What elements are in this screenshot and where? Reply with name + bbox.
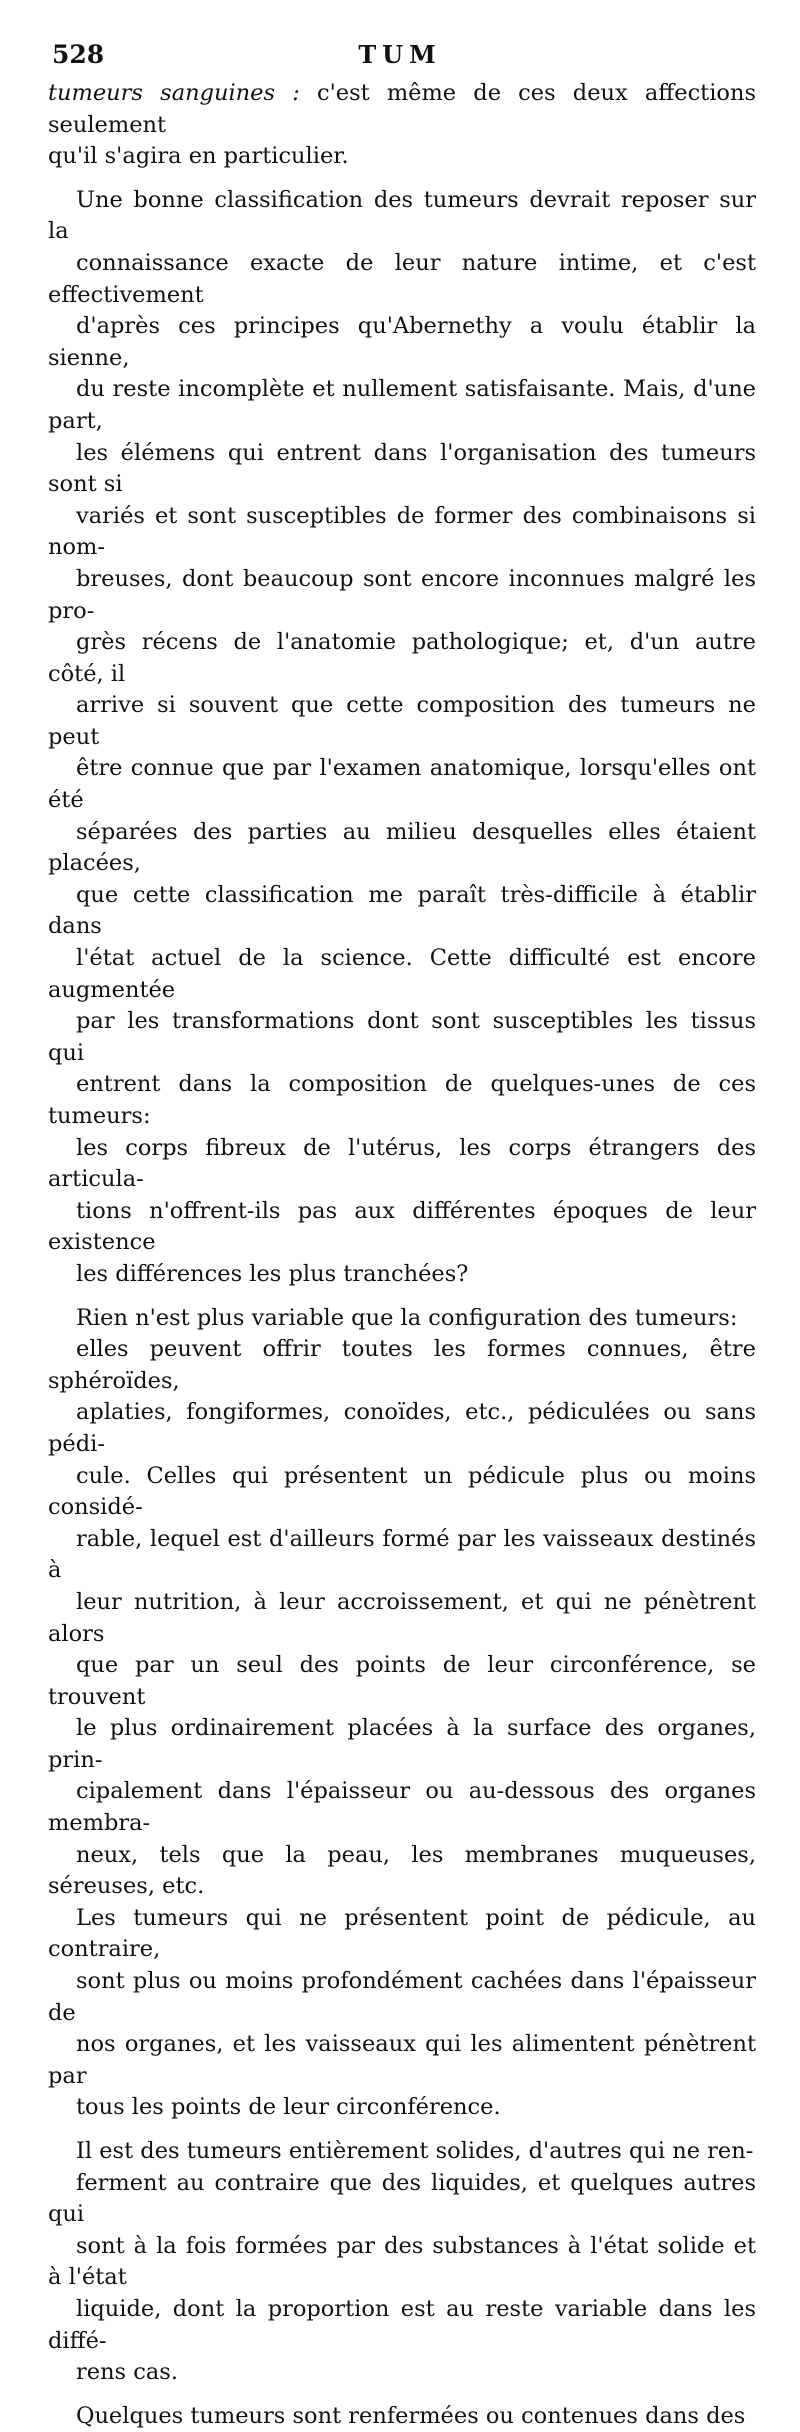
text-line: tions n'offrent-ils pas aux différentes époques de leur existence	[48, 1197, 756, 1256]
text-line: Quelques tumeurs sont renfermées ou contenues dans des	[76, 2402, 746, 2429]
text-line: rable, lequel est d'ailleurs formé par les vaisseaux destinés à	[48, 1525, 756, 1584]
text-line: que par un seul des points de leur circonférence, se trouvent	[48, 1652, 756, 1710]
text-line: Une bonne classification des tumeurs devrait reposer sur la	[48, 186, 756, 245]
page-header	[40, 40, 760, 80]
text-line: cipalement dans l'épaisseur ou au-dessous des organes membra-	[48, 1778, 756, 1837]
text-line: arrive si souvent que cette composition des tumeurs ne peut	[48, 692, 756, 750]
text-line: que cette classification me paraît très-difficile à établir dans	[48, 881, 756, 940]
text-line: le plus ordinairement placées à la surface des organes, prin-	[48, 1715, 756, 1773]
text-line: être connue que par l'examen anatomique, lorsqu'elles ont été	[48, 755, 756, 814]
body-text	[48, 78, 756, 2432]
text-line: nos organes, et les vaisseaux qui les alimentent pénètrent par	[48, 2031, 756, 2089]
text-line: sont à la fois formées par des substances à l'état solide et à l'état	[48, 2232, 756, 2291]
text-line: entrent dans la composition de quelques-unes de ces tumeurs:	[48, 1071, 756, 1129]
paragraph-2	[48, 185, 756, 1291]
text-line: breuses, dont beaucoup sont encore inconnues malgré les pro-	[48, 565, 756, 624]
text-line: d'après ces principes qu'Abernethy a voulu établir la sienne,	[48, 313, 756, 371]
text-line: sont plus ou moins profondément cachées dans l'épaisseur de	[48, 1968, 756, 2026]
text-line: Il est des tumeurs entièrement solides, d'autres qui ne ren-	[76, 2138, 754, 2164]
text-line: ferment au contraire que des liquides, et quelques autres qui	[48, 2169, 756, 2228]
text-line: cule. Celles qui présentent un pédicule plus ou moins considé-	[48, 1462, 756, 1521]
text-line: qu'il s'agira en particulier.	[48, 143, 349, 170]
text-line: elles peuvent offrir toutes les formes connues, être sphéroïdes,	[48, 1336, 756, 1394]
text-line: liquide, dont la proportion est au reste variable dans les diffé-	[48, 2295, 756, 2354]
text-line	[48, 78, 756, 141]
text-line: leur nutrition, à leur accroissement, et qui ne pénètrent alors	[48, 1588, 756, 1647]
text-line: tous les points de leur circonférence.	[76, 2094, 501, 2121]
text-line: Les tumeurs qui ne présentent point de pédicule, au contraire,	[48, 1904, 756, 1963]
text-fragment: c'est même de ces deux affections seulement	[48, 80, 757, 138]
paragraph-5	[48, 2401, 756, 2432]
text-line: les corps fibreux de l'utérus, les corps étrangers des articula-	[48, 1134, 756, 1193]
text-line: l'état actuel de la science. Cette difficulté est encore augmentée	[48, 945, 756, 1003]
text-line: neux, tels que la peau, les membranes muqueuses, séreuses, etc.	[48, 1841, 756, 1900]
italic-lead: tumeurs sanguines :	[48, 80, 300, 106]
text-line: aplaties, fongiformes, conoïdes, etc., pédiculées ou sans pédi-	[48, 1399, 756, 1457]
text-line: par les transformations dont sont susceptibles les tissus qui	[48, 1008, 756, 1066]
text-line: séparées des parties au milieu desquelles elles étaient placées,	[48, 818, 756, 877]
text-line: variés et sont susceptibles de former des combinaisons si nom-	[48, 502, 756, 561]
text-line: grès récens de l'anatomie pathologique; et, d'un autre côté, il	[48, 629, 756, 687]
text-line: Rien n'est plus variable que la configuration des tumeurs:	[76, 1304, 738, 1331]
text-line: rens cas.	[76, 2359, 178, 2386]
text-line: les différences les plus tranchées?	[76, 1260, 469, 1287]
running-head: TUM	[358, 40, 442, 69]
paragraph-1	[48, 78, 756, 173]
page-number: 528	[52, 40, 105, 69]
text-line: les élémens qui entrent dans l'organisation des tumeurs sont si	[48, 439, 756, 498]
text-line: connaissance exacte de leur nature intime, et c'est effectivement	[48, 249, 756, 308]
paragraph-3	[48, 1303, 756, 2124]
paragraph-4	[48, 2136, 756, 2389]
text-line: du reste incomplète et nullement satisfaisante. Mais, d'une part,	[48, 376, 756, 434]
